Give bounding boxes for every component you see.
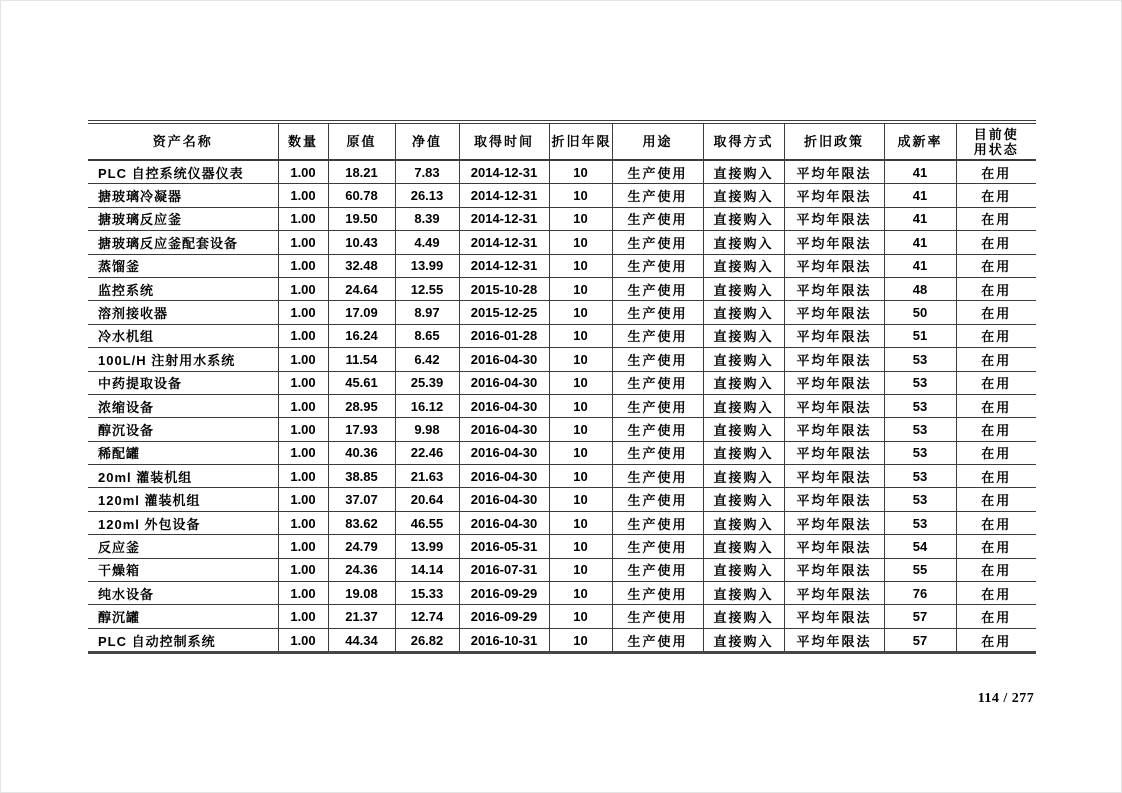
table-cell: 在用: [956, 254, 1036, 277]
table-cell: 19.08: [328, 582, 395, 605]
table-row: [88, 231, 1036, 254]
table-cell: 2016-04-30: [459, 511, 549, 534]
table-cell: 50: [884, 301, 956, 324]
table-cell: 25.39: [395, 371, 459, 394]
asset-name-cell: 监控系统: [88, 277, 278, 300]
column-header-4: [459, 122, 549, 160]
column-header-label: 用途: [642, 134, 673, 149]
table-cell: 在用: [956, 558, 1036, 581]
table-cell: 平均年限法: [784, 184, 884, 207]
asset-name-cell: 搪玻璃反应釜配套设备: [88, 231, 278, 254]
table-cell: 生产使用: [612, 535, 703, 558]
table-cell: 24.64: [328, 277, 395, 300]
table-cell: 1.00: [278, 511, 328, 534]
table-cell: 1.00: [278, 324, 328, 347]
table-cell: 1.00: [278, 628, 328, 652]
table-cell: 57: [884, 605, 956, 628]
table-row: [88, 582, 1036, 605]
table-cell: 生产使用: [612, 465, 703, 488]
table-cell: 10: [549, 301, 612, 324]
table-cell: 7.83: [395, 160, 459, 184]
column-header-2: [328, 122, 395, 160]
table-cell: 83.62: [328, 511, 395, 534]
table-cell: 10: [549, 231, 612, 254]
asset-name-cell: 120ml 外包设备: [88, 511, 278, 534]
table-cell: 直接购入: [703, 465, 784, 488]
table-cell: 9.98: [395, 418, 459, 441]
table-cell: 24.79: [328, 535, 395, 558]
table-cell: 1.00: [278, 535, 328, 558]
table-cell: 10: [549, 511, 612, 534]
table-cell: 21.63: [395, 465, 459, 488]
asset-name-cell: 反应釜: [88, 535, 278, 558]
table-cell: 17.09: [328, 301, 395, 324]
table-cell: 10: [549, 488, 612, 511]
table-cell: 55: [884, 558, 956, 581]
table-cell: 2015-10-28: [459, 277, 549, 300]
table-cell: 生产使用: [612, 441, 703, 464]
table-cell: 44.34: [328, 628, 395, 652]
table-row: [88, 277, 1036, 300]
table-cell: 53: [884, 511, 956, 534]
asset-name-cell: 中药提取设备: [88, 371, 278, 394]
table-cell: 10: [549, 465, 612, 488]
table-cell: 10: [549, 535, 612, 558]
table-cell: 53: [884, 418, 956, 441]
column-header-label: 取得时间: [473, 134, 534, 149]
table-cell: 37.07: [328, 488, 395, 511]
table-cell: 10: [549, 441, 612, 464]
asset-name-cell: 醇沉罐: [88, 605, 278, 628]
table-cell: 直接购入: [703, 348, 784, 371]
table-row: [88, 324, 1036, 347]
table-cell: 6.42: [395, 348, 459, 371]
table-cell: 2014-12-31: [459, 231, 549, 254]
table-cell: 1.00: [278, 394, 328, 417]
table-row: [88, 348, 1036, 371]
table-cell: 18.21: [328, 160, 395, 184]
table-cell: 在用: [956, 628, 1036, 652]
table-cell: 60.78: [328, 184, 395, 207]
table-row: [88, 207, 1036, 230]
table-cell: 2016-04-30: [459, 371, 549, 394]
table-cell: 12.74: [395, 605, 459, 628]
asset-name-cell: 纯水设备: [88, 582, 278, 605]
table-cell: 41: [884, 207, 956, 230]
table-row: [88, 558, 1036, 581]
table-row: [88, 160, 1036, 184]
table-cell: 平均年限法: [784, 582, 884, 605]
column-header-label: 取得方式: [713, 134, 774, 149]
table-cell: 生产使用: [612, 628, 703, 652]
table-cell: 2016-04-30: [459, 348, 549, 371]
table-cell: 1.00: [278, 348, 328, 371]
table-cell: 24.36: [328, 558, 395, 581]
table-cell: 在用: [956, 511, 1036, 534]
table-cell: 26.82: [395, 628, 459, 652]
table-cell: 28.95: [328, 394, 395, 417]
table-cell: 直接购入: [703, 277, 784, 300]
table-cell: 32.48: [328, 254, 395, 277]
table-cell: 生产使用: [612, 418, 703, 441]
table-cell: 1.00: [278, 558, 328, 581]
table-row: [88, 605, 1036, 628]
table-cell: 8.39: [395, 207, 459, 230]
table-cell: 在用: [956, 418, 1036, 441]
table-cell: 10: [549, 605, 612, 628]
table-cell: 平均年限法: [784, 394, 884, 417]
table-cell: 14.14: [395, 558, 459, 581]
table-cell: 2016-04-30: [459, 488, 549, 511]
table-cell: 1.00: [278, 441, 328, 464]
table-cell: 10: [549, 348, 612, 371]
table-cell: 直接购入: [703, 511, 784, 534]
table-cell: 16.12: [395, 394, 459, 417]
table-cell: 2016-04-30: [459, 465, 549, 488]
table-cell: 直接购入: [703, 558, 784, 581]
table-row: [88, 441, 1036, 464]
table-cell: 2015-12-25: [459, 301, 549, 324]
asset-name-cell: 100L/H 注射用水系统: [88, 348, 278, 371]
table-cell: 2014-12-31: [459, 207, 549, 230]
table-cell: 在用: [956, 371, 1036, 394]
table-cell: 10: [549, 277, 612, 300]
table-row: [88, 488, 1036, 511]
table-cell: 53: [884, 465, 956, 488]
table-cell: 直接购入: [703, 231, 784, 254]
asset-name-cell: 溶剂接收器: [88, 301, 278, 324]
table-cell: 51: [884, 324, 956, 347]
table-cell: 2014-12-31: [459, 160, 549, 184]
asset-name-cell: 干燥箱: [88, 558, 278, 581]
table-cell: 10: [549, 558, 612, 581]
table-cell: 1.00: [278, 184, 328, 207]
table-cell: 10: [549, 394, 612, 417]
table-cell: 平均年限法: [784, 324, 884, 347]
table-cell: 生产使用: [612, 371, 703, 394]
column-header-label: 数量: [287, 134, 318, 149]
asset-name-cell: PLC 自动控制系统: [98, 633, 216, 649]
table-row: [88, 465, 1036, 488]
table-cell: 17.93: [328, 418, 395, 441]
table-cell: 10.43: [328, 231, 395, 254]
table-cell: 平均年限法: [784, 558, 884, 581]
table-cell: 生产使用: [612, 605, 703, 628]
table-cell: 20.64: [395, 488, 459, 511]
table-cell: 在用: [956, 231, 1036, 254]
table-cell: 12.55: [395, 277, 459, 300]
table-cell: 平均年限法: [784, 301, 884, 324]
table-cell: 1.00: [278, 207, 328, 230]
table-cell: 平均年限法: [784, 207, 884, 230]
table-cell: 2016-05-31: [459, 535, 549, 558]
table-cell: 直接购入: [703, 535, 784, 558]
table-cell: 直接购入: [703, 582, 784, 605]
table-cell: 53: [884, 371, 956, 394]
asset-name-cell: 浓缩设备: [88, 394, 278, 417]
table-cell: 76: [884, 582, 956, 605]
asset-depreciation-table: [88, 120, 1036, 654]
table-cell: 38.85: [328, 465, 395, 488]
table-cell: 53: [884, 488, 956, 511]
table-cell: 生产使用: [612, 488, 703, 511]
table-cell: 平均年限法: [784, 511, 884, 534]
table-cell: 生产使用: [612, 301, 703, 324]
table-cell: 生产使用: [612, 558, 703, 581]
table-cell: 在用: [956, 465, 1036, 488]
table-cell: 直接购入: [703, 301, 784, 324]
table-cell: 直接购入: [703, 488, 784, 511]
table-cell: 48: [884, 277, 956, 300]
table-cell: 2016-04-30: [459, 394, 549, 417]
table-cell: 2016-04-30: [459, 418, 549, 441]
table-cell: 在用: [956, 605, 1036, 628]
table-cell: 直接购入: [703, 371, 784, 394]
table-cell: 2016-07-31: [459, 558, 549, 581]
table-cell: 直接购入: [703, 418, 784, 441]
column-header-8: [784, 122, 884, 160]
table-cell: 生产使用: [612, 511, 703, 534]
table-cell: 1.00: [278, 371, 328, 394]
table-cell: 41: [884, 184, 956, 207]
table-cell: 在用: [956, 160, 1036, 184]
column-header-7: [703, 122, 784, 160]
table-row: [88, 254, 1036, 277]
table-cell: 1.00: [278, 418, 328, 441]
table-cell: 平均年限法: [784, 418, 884, 441]
asset-name-cell: 蒸馏釜: [88, 254, 278, 277]
table-cell: 2016-09-29: [459, 605, 549, 628]
table-cell: 在用: [956, 441, 1036, 464]
table-cell: 直接购入: [703, 254, 784, 277]
column-header-label: 净值: [411, 134, 442, 149]
table-cell: 生产使用: [612, 254, 703, 277]
table-cell: 26.13: [395, 184, 459, 207]
table-cell: 直接购入: [703, 441, 784, 464]
asset-name-cell: 醇沉设备: [88, 418, 278, 441]
table-cell: 2014-12-31: [459, 184, 549, 207]
table-cell: 1.00: [278, 160, 328, 184]
column-header-label: 原值: [346, 134, 377, 149]
table-row: [88, 301, 1036, 324]
header-row: [88, 122, 1036, 160]
table-cell: 21.37: [328, 605, 395, 628]
table-cell: 生产使用: [612, 348, 703, 371]
column-header-label: 折旧年限: [551, 134, 612, 149]
table-cell: 10: [549, 628, 612, 652]
table-cell: 10: [549, 160, 612, 184]
table-cell: 2016-10-31: [459, 628, 549, 652]
table-cell: 53: [884, 394, 956, 417]
table-row: [88, 394, 1036, 417]
table-cell: 平均年限法: [784, 160, 884, 184]
table-cell: 46.55: [395, 511, 459, 534]
table-cell: 直接购入: [703, 605, 784, 628]
table-cell: 直接购入: [703, 184, 784, 207]
table-cell: 在用: [956, 277, 1036, 300]
column-header-label: 折旧政策: [803, 134, 864, 149]
table-cell: 1.00: [278, 277, 328, 300]
table-cell: 生产使用: [612, 231, 703, 254]
table-cell: 在用: [956, 582, 1036, 605]
table-cell: 平均年限法: [784, 277, 884, 300]
table-cell: 直接购入: [703, 394, 784, 417]
table-cell: 平均年限法: [784, 605, 884, 628]
table-cell: 45.61: [328, 371, 395, 394]
table-cell: 平均年限法: [784, 348, 884, 371]
table-cell: 10: [549, 254, 612, 277]
table-cell: 41: [884, 231, 956, 254]
table-cell: 4.49: [395, 231, 459, 254]
table-cell: 2016-01-28: [459, 324, 549, 347]
table-cell: 生产使用: [612, 394, 703, 417]
table-cell: 1.00: [278, 605, 328, 628]
table-cell: 平均年限法: [784, 628, 884, 652]
table-cell: 10: [549, 324, 612, 347]
column-header-0: [88, 122, 278, 160]
table-cell: 生产使用: [612, 582, 703, 605]
table-cell: 1.00: [278, 582, 328, 605]
table-cell: 平均年限法: [784, 535, 884, 558]
table-cell: 54: [884, 535, 956, 558]
table-cell: 11.54: [328, 348, 395, 371]
table-cell: 在用: [956, 184, 1036, 207]
table-cell: 57: [884, 628, 956, 652]
table-cell: 8.97: [395, 301, 459, 324]
asset-name-cell: 稀配罐: [88, 441, 278, 464]
table-row: [88, 184, 1036, 207]
asset-name-cell: 搪玻璃冷凝器: [88, 184, 278, 207]
column-header-6: [612, 122, 703, 160]
table-cell: 平均年限法: [784, 231, 884, 254]
table-cell: 10: [549, 582, 612, 605]
table-cell: 在用: [956, 207, 1036, 230]
asset-name-cell: 20ml 灌装机组: [88, 465, 278, 488]
table-cell: 在用: [956, 324, 1036, 347]
table-cell: 2016-09-29: [459, 582, 549, 605]
table-cell: 53: [884, 348, 956, 371]
table-header: [88, 122, 1036, 160]
table-cell: 平均年限法: [784, 465, 884, 488]
table-cell: 在用: [956, 301, 1036, 324]
table-cell: 生产使用: [612, 160, 703, 184]
table-cell: 41: [884, 254, 956, 277]
table-cell: 直接购入: [703, 324, 784, 347]
column-header-label: 资产名称: [152, 134, 213, 149]
table-cell: 在用: [956, 488, 1036, 511]
table-row: [88, 628, 1036, 652]
table-row: [88, 371, 1036, 394]
column-header-5: [549, 122, 612, 160]
column-header-3: [395, 122, 459, 160]
table-cell: 16.24: [328, 324, 395, 347]
asset-name-cell: 搪玻璃反应釜: [88, 207, 278, 230]
table-cell: 1.00: [278, 301, 328, 324]
table-cell: 15.33: [395, 582, 459, 605]
table-cell: 13.99: [395, 254, 459, 277]
table-cell: 平均年限法: [784, 441, 884, 464]
table-cell: 8.65: [395, 324, 459, 347]
table-cell: 41: [884, 160, 956, 184]
table-cell: 1.00: [278, 231, 328, 254]
table-cell: 平均年限法: [784, 371, 884, 394]
table-cell: 直接购入: [703, 628, 784, 652]
table-cell: 1.00: [278, 488, 328, 511]
table-cell: 10: [549, 207, 612, 230]
table-cell: 2016-04-30: [459, 441, 549, 464]
asset-name-cell: 冷水机组: [88, 324, 278, 347]
column-header-1: [278, 122, 328, 160]
asset-name-cell: PLC 自控系统仪器仪表: [88, 160, 278, 184]
table-row: [88, 418, 1036, 441]
table-cell: 13.99: [395, 535, 459, 558]
table-cell: 直接购入: [703, 160, 784, 184]
page-number: 114 / 277: [977, 691, 1035, 706]
table-cell: 10: [549, 371, 612, 394]
table-cell: 53: [884, 441, 956, 464]
table-cell: 平均年限法: [784, 254, 884, 277]
table-cell: 在用: [956, 348, 1036, 371]
table-cell: 40.36: [328, 441, 395, 464]
table-cell: 1.00: [278, 254, 328, 277]
table-cell: 2014-12-31: [459, 254, 549, 277]
table-cell: 生产使用: [612, 324, 703, 347]
column-header-10: [956, 122, 1036, 160]
table-row: [88, 511, 1036, 534]
table-cell: 在用: [956, 394, 1036, 417]
table-cell: 生产使用: [612, 184, 703, 207]
asset-name-cell: 120ml 灌装机组: [88, 488, 278, 511]
table-cell: 直接购入: [703, 207, 784, 230]
column-header-label: 目前使用状态: [973, 126, 1019, 157]
table-cell: 生产使用: [612, 277, 703, 300]
table-cell: 1.00: [278, 465, 328, 488]
table-cell: 19.50: [328, 207, 395, 230]
table-cell: 10: [549, 418, 612, 441]
table-cell: 10: [549, 184, 612, 207]
table-cell: 在用: [956, 535, 1036, 558]
table-body: [88, 160, 1036, 653]
table-cell: 生产使用: [612, 207, 703, 230]
table-cell: 平均年限法: [784, 488, 884, 511]
column-header-9: [884, 122, 956, 160]
table-cell: 22.46: [395, 441, 459, 464]
table-row: [88, 535, 1036, 558]
column-header-label: 成新率: [897, 134, 943, 149]
